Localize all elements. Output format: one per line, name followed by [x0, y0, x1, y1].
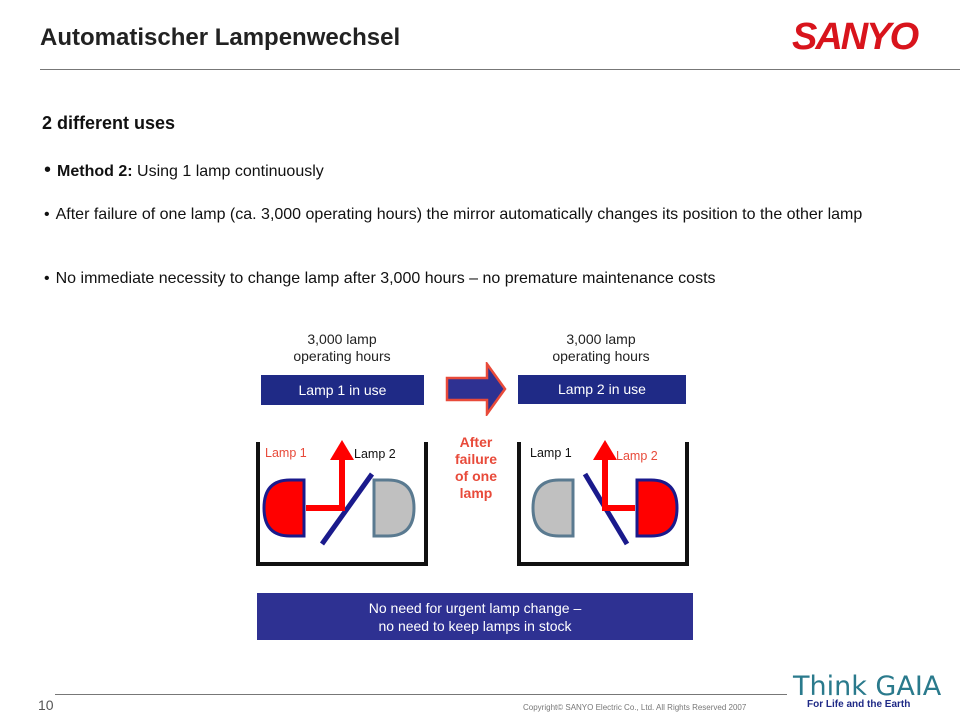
think-gaia-logo: Think GAIA — [793, 671, 942, 702]
bullet-method — [44, 159, 324, 182]
transition-arrow-icon — [445, 362, 509, 416]
bullet-mirror-change — [44, 200, 904, 230]
summary-line-1: No need for urgent lamp change – — [368, 599, 582, 616]
after-line: of one — [455, 468, 497, 484]
bullet-text: No immediate necessity to change lamp after 3,000 hours – no premature maintenance costs — [55, 270, 716, 287]
left-lamp1-label: Lamp 1 — [265, 446, 307, 460]
header-divider — [40, 69, 960, 70]
sanyo-logo: SANYO — [792, 16, 918, 58]
section-subheading: 2 different uses — [42, 113, 176, 133]
after-line: After — [459, 434, 493, 450]
bullet-dot: • — [44, 206, 50, 223]
after-line: lamp — [459, 485, 493, 501]
summary-box — [257, 593, 693, 640]
gaia-tagline: For Life and the Earth — [807, 699, 911, 710]
summary-line-2: no need to keep lamps in stock — [378, 617, 572, 634]
left-hours-label — [262, 331, 422, 365]
bullet-no-maintenance — [44, 270, 716, 288]
lamp1-in-use-box: Lamp 1 in use — [261, 375, 424, 405]
lamp2-in-use-box: Lamp 2 in use — [518, 375, 686, 404]
bullet-dot: • — [44, 270, 50, 287]
footer-divider — [55, 694, 787, 695]
beam-arrowhead-icon — [330, 440, 354, 460]
after-failure-label — [446, 434, 506, 502]
method-label: Method 2: — [57, 163, 133, 180]
bullet-text: After failure of one lamp (ca. 3,000 operating hours) the mirror automatically changes its position to the other lamp — [55, 206, 863, 223]
right-lamp1-label: Lamp 1 — [530, 446, 572, 460]
left-lamp2-label: Lamp 2 — [354, 447, 396, 461]
bullet-dot: • — [44, 159, 52, 181]
lamp2-inactive — [374, 480, 414, 536]
lamp2-active — [637, 480, 677, 536]
page-number: 10 — [38, 697, 54, 713]
page-title: Automatischer Lampenwechsel — [40, 24, 401, 51]
right-lamp2-label: Lamp 2 — [616, 449, 658, 463]
hours-line-1: 3,000 lamp — [566, 331, 636, 347]
beam-arrowhead-icon — [593, 440, 617, 460]
lamp1-inactive — [533, 480, 573, 536]
copyright-text: Copyright© SANYO Electric Co., Ltd. All Rights Reserved 2007 — [523, 703, 747, 712]
hours-line-1: 3,000 lamp — [307, 331, 377, 347]
after-line: failure — [454, 451, 497, 467]
hours-line-2: operating hours — [552, 348, 650, 364]
hours-line-2: operating hours — [293, 348, 391, 364]
right-hours-label — [518, 331, 684, 365]
method-text: Using 1 lamp continuously — [132, 163, 324, 180]
lamp1-active — [264, 480, 304, 536]
